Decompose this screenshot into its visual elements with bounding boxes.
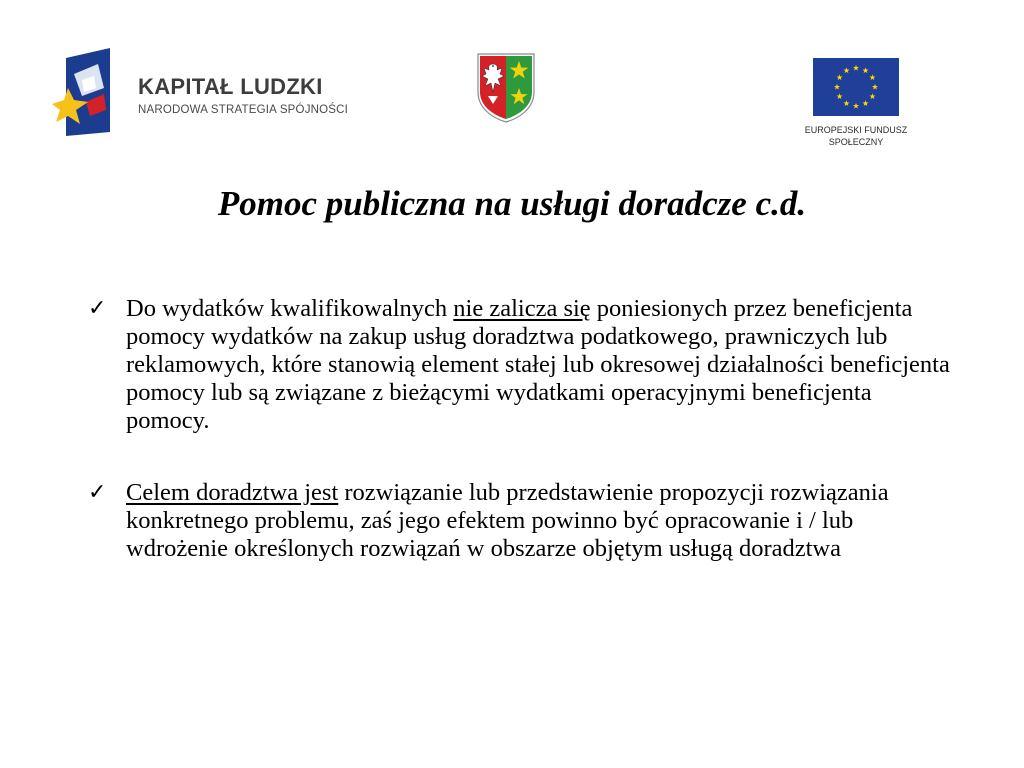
kapital-ludzki-mark-icon (52, 44, 112, 138)
kapital-ludzki-logo (52, 44, 372, 140)
bullet-1-text-end: poniesionych przez beneficjenta pomocy wydatków na zakup usług doradztwa podatkowego, prawniczych lub reklamowych, które stanowią element stałej lub okresowej działalności beneficjenta pomocy lub są związane z bieżącymi wydatkami operacyjnymi beneficjenta pomocy. (126, 295, 950, 434)
bullet-item-1 (86, 295, 956, 435)
eu-social-fund-line1: EUROPEJSKI FUNDUSZ (804, 125, 908, 135)
bullet-2-text-end: rozwiązanie lub przedstawienie propozycji rozwiązania konkretnego problemu, zaś jego efektem powinno być opracowanie i / lub wdrożenie określonych rozwiązań w obszarze objętym usługą doradztwa (126, 479, 889, 562)
checkmark-icon: ✓ (88, 480, 107, 505)
bullet-item-2 (86, 479, 956, 563)
kapital-ludzki-title: KAPITAŁ LUDZKI (138, 74, 323, 99)
lower-silesia-crest-icon (476, 52, 536, 124)
eu-flag-icon (813, 58, 899, 116)
bullet-1-text-start: Do wydatków kwalifikowalnych (126, 295, 454, 322)
kapital-ludzki-subtitle: NARODOWA STRATEGIA SPÓJNOŚCI (138, 104, 349, 116)
checkmark-icon: ✓ (88, 296, 107, 321)
bullet-list (86, 295, 956, 607)
eu-social-fund-label (800, 124, 912, 148)
slide-title: Pomoc publiczna na usługi doradcze c.d. (217, 184, 807, 223)
eu-social-fund-line2: SPOŁECZNY (828, 137, 884, 147)
bullet-1-underlined: nie zalicza się (453, 295, 591, 322)
eu-social-fund-logo (800, 58, 912, 150)
bullet-2-underlined: Celem doradztwa jest (126, 479, 339, 506)
